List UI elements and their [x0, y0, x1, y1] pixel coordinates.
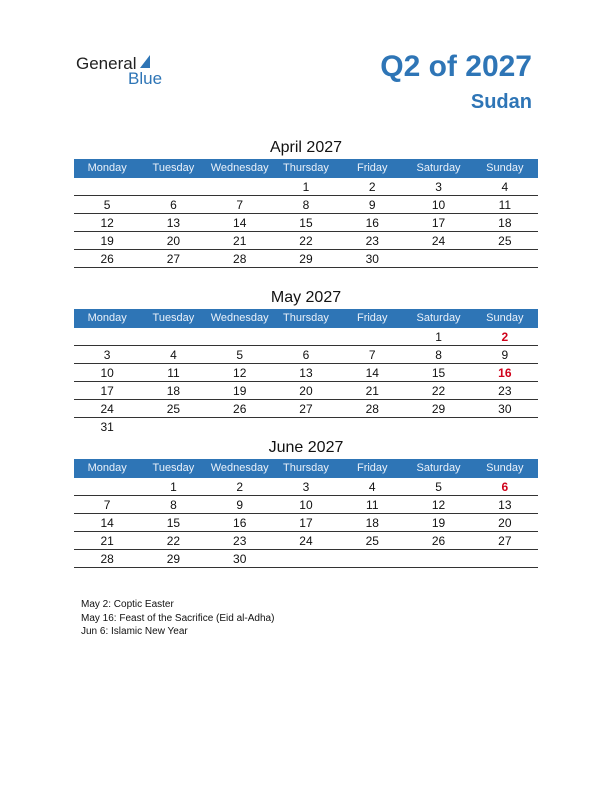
- day-cell: 9: [368, 198, 376, 212]
- week-row: [74, 550, 538, 568]
- logo-general-text: General: [76, 54, 137, 73]
- day-cell: [405, 418, 471, 436]
- generalblue-logo: [76, 52, 176, 88]
- day-cell: 6: [302, 348, 310, 362]
- weekday-header: [74, 459, 538, 478]
- week-row: [74, 346, 538, 364]
- day-cell: 12: [233, 366, 247, 380]
- day-cell: 28: [233, 252, 247, 266]
- day-cell: 5: [236, 348, 244, 362]
- weekday-label: Tuesday: [152, 162, 195, 174]
- day-cell: 21: [100, 534, 114, 548]
- day-cell: [207, 178, 273, 195]
- country-subtitle: Sudan: [470, 91, 532, 113]
- week-row: [74, 178, 538, 196]
- week-row: [74, 328, 538, 346]
- day-cell: [339, 550, 405, 567]
- week-row: [74, 400, 538, 418]
- day-cell: 26: [431, 534, 446, 548]
- day-cell: 11: [498, 198, 512, 212]
- day-cell: 17: [100, 384, 114, 398]
- day-cell: 16: [233, 516, 247, 530]
- day-cell: 21: [233, 234, 247, 248]
- day-cell: 21: [365, 384, 379, 398]
- day-cell: 3: [435, 180, 442, 194]
- day-cell: 2: [236, 480, 244, 494]
- day-cell: 24: [431, 234, 446, 248]
- day-cell: 13: [498, 498, 512, 512]
- day-cell: 15: [431, 366, 446, 380]
- day-cell: 18: [365, 516, 379, 530]
- weekday-label: Thursday: [283, 462, 329, 474]
- day-cell: 4: [170, 348, 177, 362]
- weekday-label: Friday: [356, 312, 388, 324]
- day-cell: 2: [501, 330, 509, 344]
- month-april: [74, 137, 538, 268]
- day-cell: 9: [501, 348, 509, 362]
- day-cell: [472, 250, 538, 267]
- day-cell: [273, 418, 339, 436]
- day-cell: 17: [431, 216, 446, 230]
- day-cell: 4: [501, 180, 509, 194]
- day-cell: [74, 478, 140, 495]
- day-cell: [273, 550, 339, 567]
- day-cell: 28: [100, 552, 114, 566]
- week-row: [74, 532, 538, 550]
- day-cell: 7: [236, 198, 244, 212]
- day-cell: 11: [366, 498, 379, 512]
- day-cell: 25: [166, 402, 181, 416]
- day-cell: 18: [498, 216, 512, 230]
- holiday-note: May 16: Feast of the Sacrifice (Eid al-Adha): [81, 612, 275, 624]
- weekday-label: Wednesday: [210, 462, 269, 474]
- day-cell: 6: [170, 198, 177, 212]
- month-title: June 2027: [268, 439, 344, 456]
- day-cell: 20: [166, 234, 181, 248]
- week-row: [74, 496, 538, 514]
- day-cell: 7: [103, 498, 111, 512]
- day-cell: 20: [299, 384, 313, 398]
- day-cell: [339, 328, 405, 345]
- day-cell: 8: [170, 498, 177, 512]
- day-cell: 17: [299, 516, 313, 530]
- day-cell: 13: [166, 216, 181, 230]
- logo-triangle-icon: [140, 55, 150, 68]
- day-cell: 29: [299, 252, 313, 266]
- day-cell: 24: [299, 534, 313, 548]
- day-cell: [405, 550, 471, 567]
- day-cell: 10: [299, 498, 313, 512]
- day-cell: 31: [100, 420, 114, 434]
- day-cell: [472, 550, 538, 567]
- day-cell: 27: [166, 252, 181, 266]
- day-cell: 23: [233, 534, 247, 548]
- page-title: Q2 of 2027: [380, 50, 532, 83]
- day-cell: 10: [100, 366, 114, 380]
- day-cell: 19: [100, 234, 114, 248]
- day-cell: 25: [365, 534, 379, 548]
- day-cell: 2: [368, 180, 376, 194]
- holiday-note: May 2: Coptic Easter: [81, 599, 174, 610]
- day-cell: 1: [302, 180, 310, 194]
- day-cell: [140, 418, 206, 436]
- month-june: [74, 437, 538, 568]
- day-cell: 19: [233, 384, 247, 398]
- day-cell: 30: [233, 552, 247, 566]
- weekday-label: Saturday: [416, 312, 461, 324]
- month-title: April 2027: [269, 139, 343, 156]
- weekday-label: Tuesday: [152, 312, 195, 324]
- day-cell: 8: [302, 198, 310, 212]
- weekday-label: Saturday: [416, 162, 461, 174]
- day-cell: 16: [365, 216, 379, 230]
- day-cell: 19: [431, 516, 446, 530]
- day-cell: 20: [498, 516, 512, 530]
- month-may: [74, 287, 538, 436]
- week-row: [74, 364, 538, 382]
- day-cell: 10: [431, 198, 446, 212]
- day-cell: 16: [498, 366, 512, 380]
- week-row: [74, 514, 538, 532]
- weekday-label: Monday: [87, 162, 127, 174]
- weekday-label: Sunday: [486, 462, 524, 474]
- day-cell: 28: [365, 402, 379, 416]
- weekday-label: Friday: [356, 462, 388, 474]
- week-row: [74, 214, 538, 232]
- day-cell: 14: [233, 216, 247, 230]
- day-cell: 5: [435, 480, 442, 494]
- weekday-header: [74, 309, 538, 328]
- week-row: [74, 382, 538, 400]
- day-cell: [472, 418, 538, 436]
- day-cell: [273, 328, 339, 345]
- day-cell: 22: [431, 384, 446, 398]
- day-cell: 22: [166, 534, 181, 548]
- day-cell: 3: [103, 348, 111, 362]
- weekday-label: Tuesday: [152, 462, 195, 474]
- weekday-label: Wednesday: [210, 162, 269, 174]
- day-cell: 5: [103, 198, 111, 212]
- day-cell: 1: [435, 330, 442, 344]
- day-cell: 18: [166, 384, 181, 398]
- weekday-label: Thursday: [283, 162, 329, 174]
- holiday-notes: [81, 598, 274, 639]
- day-cell: [207, 328, 273, 345]
- day-cell: 22: [299, 234, 313, 248]
- day-cell: 12: [100, 216, 114, 230]
- day-cell: 13: [299, 366, 313, 380]
- day-cell: 26: [100, 252, 114, 266]
- day-cell: 24: [100, 402, 114, 416]
- day-cell: 30: [365, 252, 379, 266]
- week-row: [74, 418, 538, 436]
- week-row: [74, 232, 538, 250]
- weekday-label: Saturday: [416, 462, 461, 474]
- logo-blue-text: Blue: [128, 69, 163, 88]
- weekday-label: Wednesday: [210, 312, 269, 324]
- day-cell: 14: [100, 516, 114, 530]
- day-cell: 6: [501, 480, 509, 494]
- day-cell: 9: [236, 498, 244, 512]
- day-cell: 15: [166, 516, 181, 530]
- day-cell: 23: [498, 384, 512, 398]
- day-cell: 29: [166, 552, 181, 566]
- day-cell: 3: [302, 480, 310, 494]
- month-title: May 2027: [270, 289, 342, 306]
- day-cell: 23: [365, 234, 379, 248]
- week-row: [74, 478, 538, 496]
- day-cell: 26: [233, 402, 247, 416]
- day-cell: [207, 418, 273, 436]
- weekday-header: [74, 159, 538, 178]
- weekday-label: Thursday: [283, 312, 329, 324]
- day-cell: 11: [167, 366, 180, 380]
- day-cell: [140, 328, 206, 345]
- holiday-note: Jun 6: Islamic New Year: [81, 626, 188, 637]
- day-cell: 30: [498, 402, 512, 416]
- day-cell: 15: [299, 216, 313, 230]
- day-cell: [405, 250, 471, 267]
- weekday-label: Sunday: [486, 312, 524, 324]
- weekday-label: Sunday: [486, 162, 524, 174]
- week-row: [74, 250, 538, 268]
- week-row: [74, 196, 538, 214]
- day-cell: 25: [498, 234, 512, 248]
- day-cell: [339, 418, 405, 436]
- day-cell: 8: [435, 348, 442, 362]
- day-cell: 12: [431, 498, 446, 512]
- weekday-label: Monday: [87, 312, 127, 324]
- day-cell: [74, 178, 140, 195]
- weekday-label: Friday: [356, 162, 388, 174]
- day-cell: 14: [365, 366, 379, 380]
- day-cell: 27: [498, 534, 512, 548]
- day-cell: 29: [431, 402, 446, 416]
- day-cell: 1: [170, 480, 177, 494]
- day-cell: [140, 178, 206, 195]
- day-cell: [74, 328, 140, 345]
- weekday-label: Monday: [87, 462, 127, 474]
- day-cell: 27: [299, 402, 313, 416]
- day-cell: 4: [368, 480, 376, 494]
- day-cell: 7: [368, 348, 376, 362]
